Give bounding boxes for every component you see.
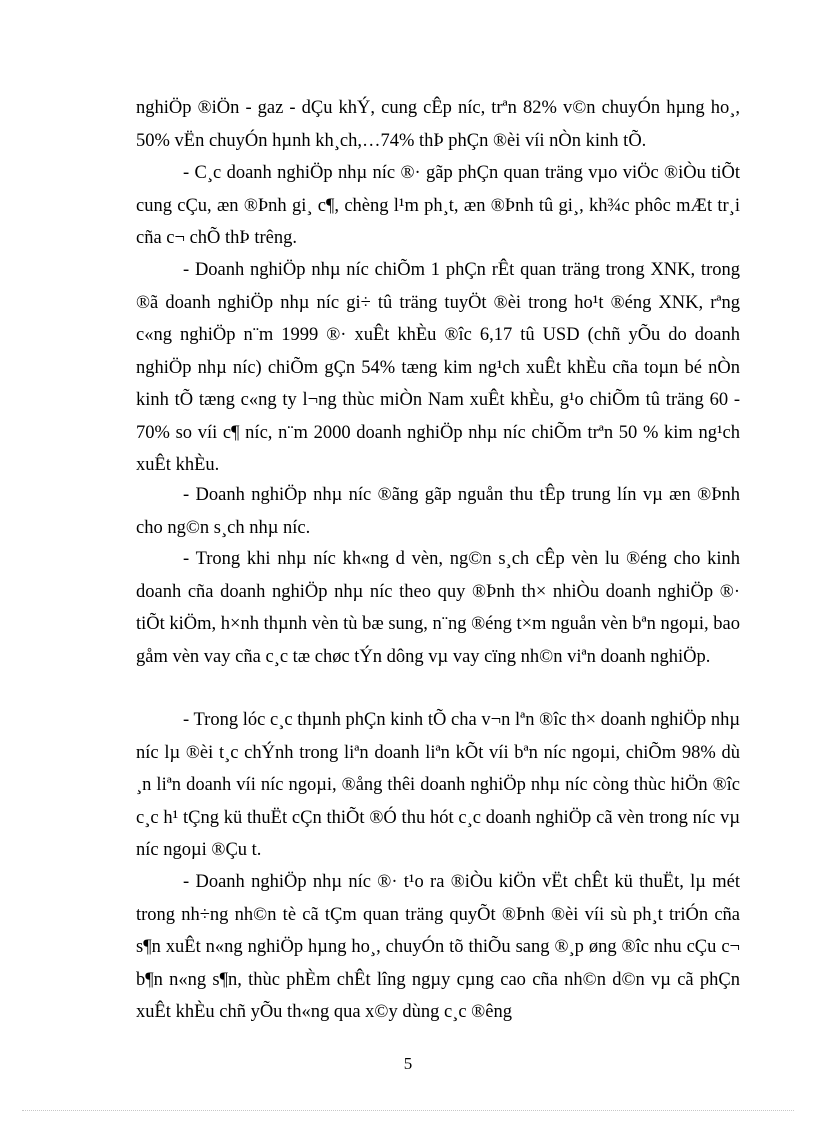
paragraph-capital-mobilization: - Trong khi nhµ níc kh«ng d vèn, ng©n s¸ch cÊp vèn lu ®éng cho kinh doanh cña doanh nghiÖp nhµ níc theo quy ®Þnh th× nhiÒu doanh nghiÖp ®· tiÕt kiÖm, h×nh thµnh vèn tù bæ sung, n¨ng ®éng t×m nguån vèn bªn ngoµi, bao gåm vèn vay cña c¸c tæ chøc tÝn dông vµ vay cïng nh©n viªn doanh nghiÖp. — [136, 549, 740, 667]
paragraph-export-import: - Doanh nghiÖp nhµ níc chiÕm 1 phÇn rÊt quan träng trong XNK, trong ®ã doanh nghiÖp nhµ níc gi÷ tû träng tuyÖt ®èi trong ho¹t ®éng XNK, rªng c«ng nghiÖp n¨m 1999 ®· xuÊt khÈu ®îc 6,17 tû USD (chñ yÕu do doanh nghiÖp nhµ níc) chiÕm gÇn 54% tæng kim ng¹ch xuÊt khÈu cña toµn bé nÒn kinh tÕ tæng c«ng ty l¬ng thùc miÒn Nam xuÊt khÈu, g¹o chiÕm tû träng 60 - 70% so víi c¶ níc, n¨m 2000 doanh nghiÖp nhµ níc chiÕm trªn 50 % kim ng¹ch xuÊt khÈu. — [136, 260, 740, 475]
page-number: 5 — [403, 1054, 413, 1073]
paragraph-agriculture-infrastructure: - Doanh nghiÖp nhµ níc ®· t¹o ra ®iÒu kiÖn vËt chÊt kü thuËt, lµ mét trong nh÷ng nh©n tè cã tÇm quan träng quyÕt ®Þnh ®èi víi sù ph¸t triÓn cña s¶n xuÊt n«ng nghiÖp hµng ho¸, chuyÓn tõ thiÕu sang ®¸p øng ®îc nhu cÇu c¬ b¶n n«ng s¶n, thùc phÈm chÊt lîng ngµy cµng cao cña nh©n d©n vµ cã phÇn xuÊt khÈu chñ yÕu th«ng qua x©y dùng c¸c ®êng — [136, 872, 740, 1022]
paragraph-price-stabilization: - C¸c doanh nghiÖp nhµ níc ®· gãp phÇn quan träng vµo viÖc ®iÒu tiÕt cung cÇu, æn ®Þnh gi¸ c¶, chèng l¹m ph¸t, æn ®Þnh tû gi¸, kh¾c phôc mÆt tr¸i cña c¬ chÕ thÞ trêng. — [136, 163, 740, 248]
paragraph-joint-ventures: - Trong lóc c¸c thµnh phÇn kinh tÕ cha v¬n lªn ®îc th× doanh nghiÖp nhµ níc lµ ®èi t¸c chÝnh trong liªn doanh liªn kÕt víi bªn níc ngoµi, chiÕm 98% dù ¸n liªn doanh víi níc ngoµi, ®ång thêi doanh nghiÖp nhµ níc còng thùc hiÖn ®îc c¸c h¹ tÇng kü thuËt cÇn thiÕt ®Ó thu hót c¸c doanh nghiÖp cã vèn trong níc vµ níc ngoµi ®Çu t. — [136, 710, 740, 860]
page-bottom-divider — [22, 1110, 794, 1111]
paragraph-budget-revenue: - Doanh nghiÖp nhµ níc ®ãng gãp nguån thu tÊp trung lín vµ æn ®Þnh cho ng©n s¸ch nhµ níc. — [136, 485, 740, 538]
paragraph-continuation: nghiÖp ®iÖn - gaz - dÇu khÝ, cung cÊp níc, trªn 82% v©n chuyÓn hµng ho¸, 50% vËn chuyÓn hµnh kh¸ch,…74% thÞ phÇn ®èi víi nÒn kinh tÕ. — [136, 98, 740, 151]
